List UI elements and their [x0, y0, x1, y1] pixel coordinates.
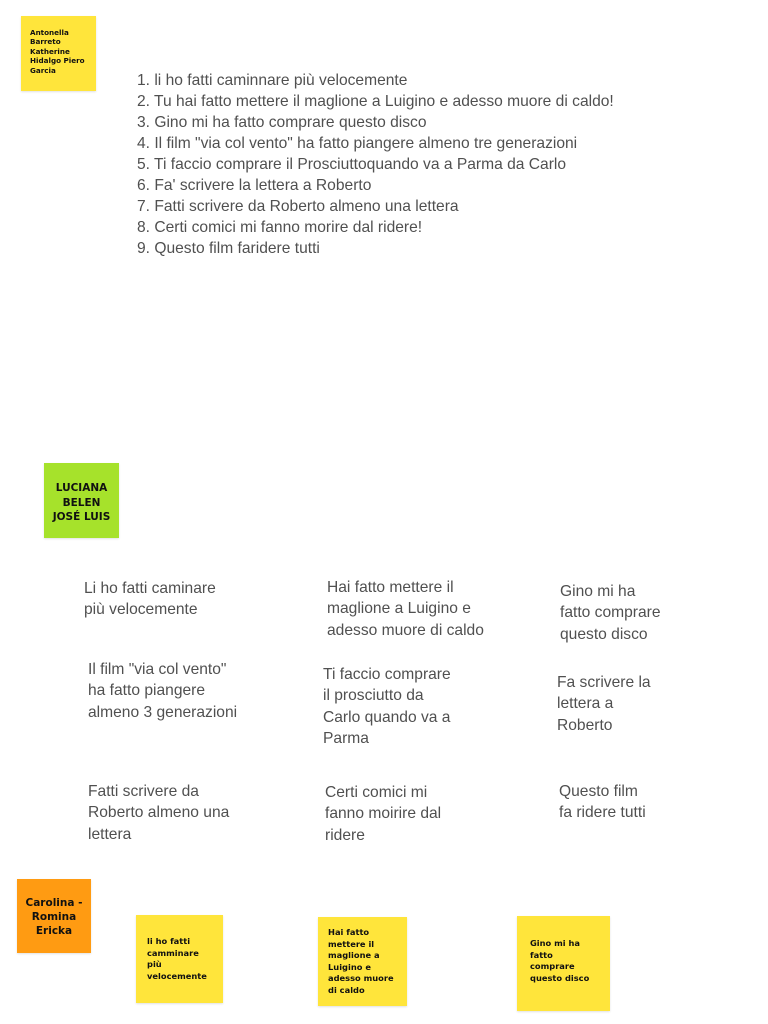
sentence-line: ha fatto piangere: [88, 682, 206, 700]
sticky-note-line: Gino mi ha: [530, 938, 581, 948]
sticky-note-names-top[interactable]: [21, 16, 96, 91]
sticky-note-line: LUCIANA: [55, 482, 108, 494]
sticky-note-line: comprare: [530, 961, 575, 972]
sentence-line: Il film "via col vento": [88, 661, 227, 678]
sentence-line: Questo film: [559, 783, 638, 800]
sentence-block[interactable]: [560, 581, 710, 645]
sentence-line: Certi comici mi: [325, 784, 428, 801]
sentence-block[interactable]: [88, 659, 273, 723]
sticky-note-line: camminare: [147, 947, 199, 958]
sticky-note-line: maglione a: [328, 950, 380, 961]
sentence-line: fatto comprare: [560, 604, 661, 622]
sentence-line: ridere: [325, 826, 365, 844]
sticky-note-line: Barreto: [30, 37, 61, 47]
sentence-line: fa ridere tutti: [559, 804, 646, 822]
sentence-block[interactable]: [84, 578, 274, 621]
sticky-note-sentence-3[interactable]: [517, 916, 610, 1011]
list-item: 6. Fa' scrivere la lettera a Roberto: [137, 177, 372, 194]
sentence-block[interactable]: [325, 782, 485, 846]
sentence-line: maglione a Luigino e: [327, 600, 471, 618]
sticky-note-names-bottom[interactable]: [17, 879, 91, 953]
sentence-line: Carlo quando va a: [323, 708, 451, 726]
sentence-block[interactable]: [88, 781, 268, 845]
sticky-note-line: li ho fatti: [147, 936, 191, 946]
sticky-note-line: Antonella: [30, 28, 69, 37]
sentence-line: Li ho fatti caminare: [84, 580, 216, 597]
list-item: 5. Ti faccio comprare il Prosciuttoquando va a Parma da Carlo: [137, 156, 567, 173]
sticky-note-line: Hidalgo Piero: [30, 56, 85, 66]
sentence-line: lettera: [88, 825, 132, 843]
sticky-note-line: adesso muore: [328, 973, 394, 984]
sticky-note-line: fatto: [530, 949, 553, 960]
sentence-line: Hai fatto mettere il: [327, 579, 454, 596]
sticky-note-line: Carolina -: [25, 897, 83, 909]
sticky-note-line: mettere il: [328, 938, 375, 949]
sticky-note-line: JOSÉ LUIS: [52, 511, 111, 523]
numbered-sentence-list: [137, 70, 614, 259]
sentence-line: il prosciutto da: [323, 687, 424, 705]
sticky-note-line: velocemente: [147, 970, 207, 981]
list-item: 3. Gino mi ha fatto comprare questo disco: [137, 114, 427, 131]
list-item: 2. Tu hai fatto mettere il maglione a Luigino e adesso muore di caldo!: [137, 93, 614, 110]
sentence-block[interactable]: [323, 664, 493, 749]
sentence-line: Gino mi ha: [560, 583, 636, 600]
sentence-line: Roberto: [557, 716, 613, 734]
sentence-block[interactable]: [559, 781, 689, 824]
sentence-block[interactable]: [327, 577, 527, 641]
sticky-note-line: di caldo: [328, 984, 365, 995]
sentence-line: Parma: [323, 729, 369, 747]
sticky-note-line: Hai fatto: [328, 927, 370, 937]
list-item: 8. Certi comici mi fanno morire dal ridere!: [137, 219, 423, 236]
sentence-line: Fa scrivere la: [557, 674, 651, 691]
sticky-note-sentence-2[interactable]: [318, 917, 407, 1006]
list-item: 1. li ho fatti caminnare più velocemente: [137, 72, 408, 89]
sentence-line: Roberto almeno una: [88, 804, 230, 822]
sticky-note-line: questo disco: [530, 972, 590, 983]
sentence-line: lettera a: [557, 695, 614, 713]
sticky-note-line: più: [147, 959, 162, 970]
sticky-note-sentence-1[interactable]: [136, 915, 223, 1003]
sticky-note-line: Katherine: [30, 46, 70, 56]
sentence-block[interactable]: [557, 672, 687, 736]
sentence-line: adesso muore di caldo: [327, 621, 484, 639]
sticky-note-names-middle[interactable]: [44, 463, 119, 538]
sentence-line: Fatti scrivere da: [88, 783, 199, 800]
sticky-note-line: Ericka: [35, 925, 73, 937]
sentence-line: questo disco: [560, 625, 648, 643]
sticky-note-line: BELEN: [62, 496, 101, 509]
sentence-line: fanno moirire dal: [325, 805, 442, 823]
sentence-line: più velocemente: [84, 601, 198, 619]
sticky-note-line: Garcia: [30, 65, 56, 75]
list-item: 4. Il film "via col vento" ha fatto piangere almeno tre generazioni: [137, 135, 578, 152]
sentence-line: Ti faccio comprare: [323, 666, 451, 683]
sticky-note-line: Luigino e: [328, 961, 371, 972]
list-item: 9. Questo film faridere tutti: [137, 240, 320, 257]
sentence-line: almeno 3 generazioni: [88, 703, 238, 721]
list-item: 7. Fatti scrivere da Roberto almeno una lettera: [137, 198, 459, 215]
sticky-note-line: Romina: [31, 911, 77, 923]
